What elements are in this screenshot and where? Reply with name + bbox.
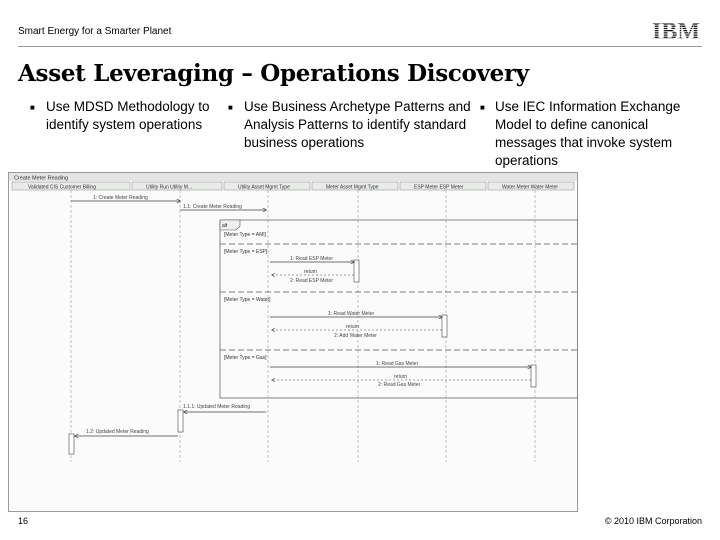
guard-label: [Meter Type = ESP] [224,249,268,255]
svg-text:1: Read Gas Meter: 1: Read Gas Meter [376,361,419,367]
header-divider [18,46,702,47]
fragment-label: alt [222,223,228,229]
diagram-title-bar [9,173,577,181]
activation-bar [442,315,447,337]
diagram-window-title: Create Meter Reading [14,175,69,182]
page-number: 16 [18,516,29,526]
bullet-square-icon: ■ [30,103,35,112]
activation-bar [178,410,183,432]
svg-text:2: Read ESP Meter: 2: Read ESP Meter [290,278,333,284]
svg-text:2: Add Water Meter: 2: Add Water Meter [334,333,377,339]
bullet-text: Use Business Archetype Patterns and Analysis Patterns to identify standard business operations [244,99,471,150]
header-tagline: Smart Energy for a Smarter Planet [18,26,172,37]
svg-text:return: return [346,324,360,330]
bullet-square-icon: ■ [228,103,233,112]
svg-text:return: return [394,374,408,380]
svg-text:2: Read Gas Meter: 2: Read Gas Meter [378,382,421,388]
svg-text:1: Create Meter Reading: 1: Create Meter Reading [93,195,148,201]
sequence-diagram [8,172,578,512]
activation-bar [531,365,536,387]
copyright: © 2010 IBM Corporation [604,516,702,526]
activation-bar [69,434,74,454]
lifeline-label: Utility Asset Mgmt Type [238,184,290,191]
slide-title: Asset Leveraging – Operations Discovery [18,60,529,87]
svg-text:1: Read Water Meter: 1: Read Water Meter [328,311,375,317]
svg-text:return: return [304,269,318,275]
bullet-square-icon: ■ [480,103,485,112]
lifeline-label: Validated CIS Customer Billing [28,184,96,191]
lifeline-label: Utility Run Utility M... [146,184,193,191]
lifeline-label: Meter Asset Mgmt Type [326,184,379,191]
guard-label: [Meter Type = Gas] [224,355,267,361]
guard-label: [Meter Type = AMI] [224,232,267,238]
svg-text:1: Read ESP Meter: 1: Read ESP Meter [290,256,333,262]
svg-text:1.1: Create Meter Reading: 1.1: Create Meter Reading [183,204,242,210]
svg-text:1.1.1: Updated Meter Reading: 1.1.1: Updated Meter Reading [183,404,250,410]
activation-bar [354,260,359,282]
lifeline-label: Water Meter Water Meter [502,184,559,191]
bullet-text: Use IEC Information Exchange Model to define canonical messages that invoke system operations [495,99,681,168]
ibm-logo [652,19,700,41]
bullet-text: Use MDSD Methodology to identify system operations [46,99,210,132]
svg-text:1.2: Updated Meter Reading: 1.2: Updated Meter Reading [86,429,149,435]
lifeline-label: ESP Meter ESP Meter [414,184,464,191]
guard-label: [Meter Type = Water] [224,297,271,303]
lifeline-headers [12,182,574,191]
